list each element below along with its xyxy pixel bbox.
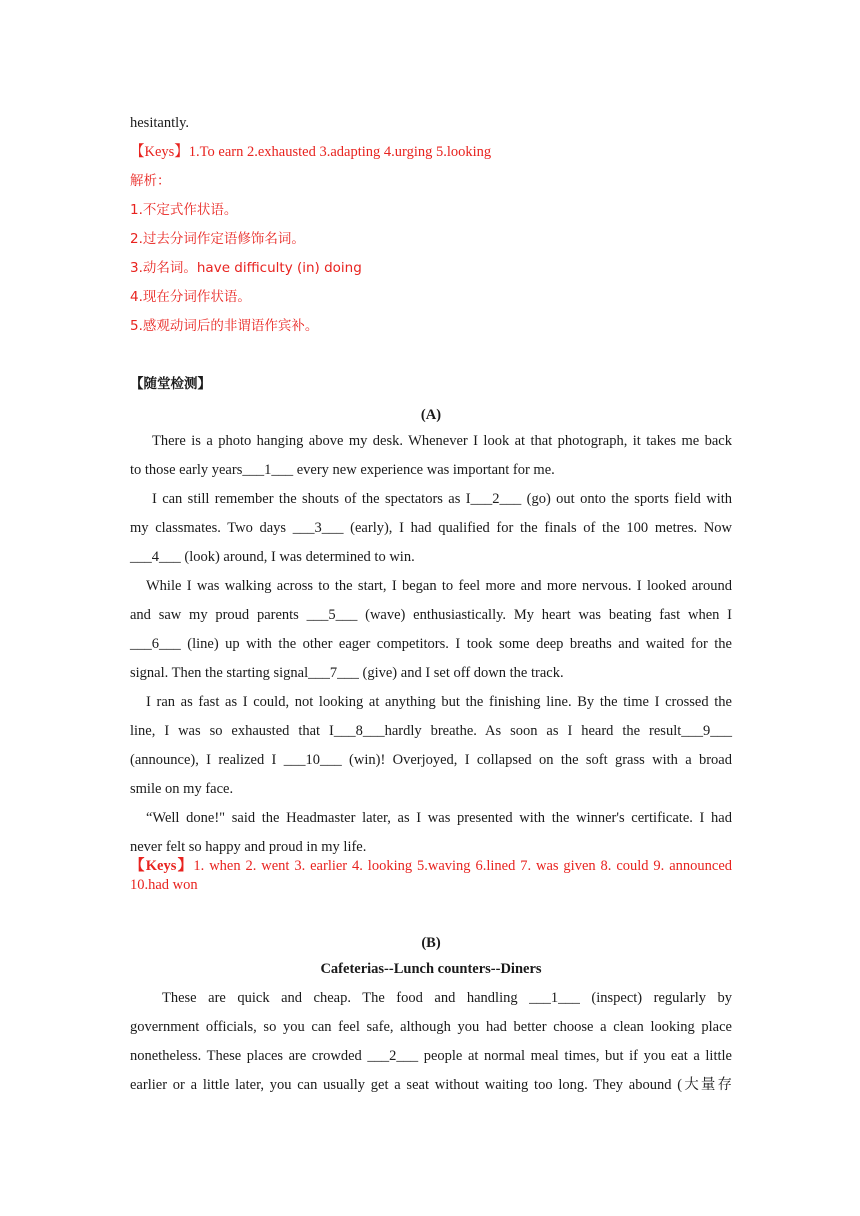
passage-line: I can still remember the shouts of the spectators as I___2___ (go) out onto the sports field with <box>152 491 732 507</box>
passage-line: to those early years___1___ every new experience was important for me. <box>130 462 555 478</box>
analysis-note: 4.现在分词作状语。 <box>130 289 251 305</box>
passage-line: These are quick and cheap. The food and handling ___1___ (inspect) regularly by <box>162 990 732 1006</box>
analysis-note: 2.过去分词作定语修饰名词。 <box>130 231 305 247</box>
passage-line: my classmates. Two days ___3___ (early), I had qualified for the finals of the 100 metres. Now <box>130 520 732 536</box>
analysis-heading: 解析： <box>130 173 171 189</box>
analysis-note: 1.不定式作状语。 <box>130 202 238 218</box>
passage-b-label: (B) <box>421 935 441 951</box>
passage-line: smile on my face. <box>130 781 234 797</box>
passage-line: earlier or a little later, you can usually get a seat without waiting too long. They abound (大量存 <box>130 1077 732 1093</box>
passage-line: signal. Then the starting signal___7___ (give) and I set off down the track. <box>130 665 564 681</box>
keys-line: 【Keys】1.To earn 2.exhausted 3.adapting 4.urging 5.looking <box>130 144 492 160</box>
passage-a-keys-cont: 10.had won <box>130 877 198 893</box>
passage-line: ___6___ (line) up with the other eager competitors. I took some deep breaths and waited for the <box>130 636 732 652</box>
passage-line: and saw my proud parents ___5___ (wave) enthusiastically. My heart was beating fast when I <box>130 607 732 623</box>
passage-line: never felt so happy and proud in my life. <box>130 839 367 855</box>
passage-line: “Well done!" said the Headmaster later, as I was presented with the winner's certificate. I had <box>146 810 732 826</box>
analysis-note: 5.感观动词后的非谓语作宾补。 <box>130 318 319 334</box>
passage-line: I ran as fast as I could, not looking at anything but the finishing line. By the time I crossed the <box>146 694 732 710</box>
keys-answers: 1. when 2. went 3. earlier 4. looking 5.waving 6.lined 7. was given 8. could 9. announced <box>193 858 732 874</box>
passage-line: While I was walking across to the start, I began to feel more and more nervous. I looked around <box>146 578 732 594</box>
passage-line: line, I was so exhausted that I___8___hardly breathe. As soon as I heard the result___9___ <box>130 723 732 739</box>
passage-b-title: Cafeterias--Lunch counters--Diners <box>320 961 542 977</box>
passage-line: (announce), I realized I ___10___ (win)! Overjoyed, I collapsed on the soft grass with a broad <box>130 752 732 768</box>
passage-line: nonetheless. These places are crowded ___2___ people at normal meal times, but if you eat a little <box>130 1048 732 1064</box>
keys-label: 【Keys】 <box>130 858 194 874</box>
passage-line: ___4___ (look) around, I was determined to win. <box>130 549 415 565</box>
text-line: hesitantly. <box>130 115 190 131</box>
passage-line: There is a photo hanging above my desk. Whenever I look at that photograph, it takes me back <box>152 433 732 449</box>
passage-a-keys <box>130 856 732 876</box>
passage-line: government officials, so you can feel safe, although you had better choose a clean looking place <box>130 1019 732 1035</box>
passage-a-label: (A) <box>420 407 442 423</box>
section-title: 【随堂检测】 <box>130 376 211 392</box>
analysis-note: 3.动名词。have difficulty (in) doing <box>130 260 362 276</box>
